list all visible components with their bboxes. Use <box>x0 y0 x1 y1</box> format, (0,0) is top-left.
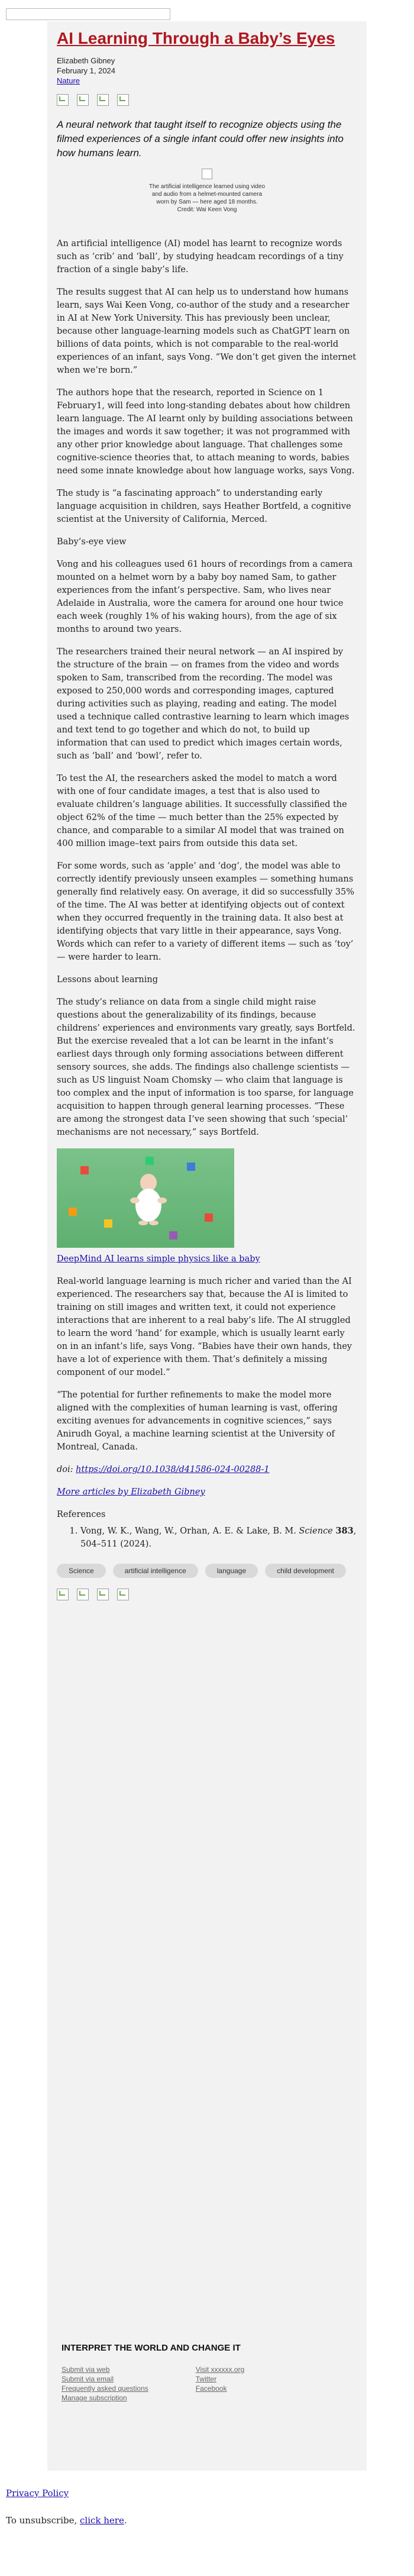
more-articles-link[interactable]: More articles by Elizabeth Gibney <box>57 1487 205 1497</box>
submit-email-link[interactable]: Submit via email <box>62 2375 114 2383</box>
article-meta <box>57 56 357 86</box>
paragraph: Vong and his colleagues used 61 hours of recordings from a camera mounted on a helmet worn by a baby boy named Sam, to gather experiences from the infant’s perspective. Sam, who lives near Adelaide in Australia, wore the camera for around one hour twice each week (roughly 1% of his waking hours), from the age of six months to around two years. <box>57 560 353 634</box>
references-list <box>57 1525 357 1551</box>
unsubscribe-link[interactable]: click here <box>80 2515 124 2526</box>
unsubscribe-line: To unsubscribe, click here. <box>6 2515 127 2526</box>
facebook-link[interactable]: Facebook <box>195 2384 227 2393</box>
toy-block <box>69 1208 77 1216</box>
privacy-policy-link[interactable]: Privacy Policy <box>6 2488 69 2498</box>
paragraph: The study’s reliance on data from a single child might raise questions about the generalizability of its findings, because childrens’ experiences and environments vary greatly, says Bortfeld. But the exercise revealed that a lot can be learnt in the infant’s earliest days through only forming associations between different sensory sources, she adds. The findings also challenge scientists — such as US linguist Noam Chomsky — who claim that language is too complex and the input of information is too sparse, for language acquisition to happen through general learning processes. “These are among the strongest data I’ve seen showing that such ‘special’ mechanisms are not necessary,” says Bortfeld. <box>57 998 355 1137</box>
share-email-icon[interactable] <box>97 94 109 106</box>
doi-label: doi: <box>57 1465 73 1474</box>
share-facebook-icon[interactable] <box>57 1589 69 1600</box>
journal-link[interactable]: Nature <box>57 76 80 85</box>
related-article-photo[interactable] <box>57 1148 234 1248</box>
share-facebook-icon[interactable] <box>57 94 69 106</box>
article-card <box>47 21 367 2471</box>
toy-block <box>104 1219 112 1228</box>
article-body <box>57 237 357 1600</box>
footer-left-links <box>62 2365 148 2403</box>
share-linkedin-icon[interactable] <box>117 94 129 106</box>
share-twitter-icon[interactable] <box>77 1589 89 1600</box>
footer-title: INTERPRET THE WORLD AND CHANGE IT <box>62 2343 241 2353</box>
paragraph: Real-world language learning is much richer and varied than the AI experienced. The researchers say that, because the AI is limited to training on still images and written text, it could not experience interactions that are inherent to a real baby’s life. The AI struggled to learn the word ‘hand’ for example, which is usually learnt early on in an infant’s life, says Vong. “Babies have their own hands, they have a lot of experience with them. That’s definitely a missing component of our model.” <box>57 1277 352 1377</box>
standfirst: A neural network that taught itself to recognize objects using the filmed experiences of a single infant could offer new insights into how humans learn. <box>57 119 344 159</box>
visit-site-link[interactable]: Visit xxxxxx.org <box>195 2365 245 2374</box>
references <box>57 1508 357 1551</box>
twitter-link[interactable]: Twitter <box>195 2375 217 2383</box>
bottom-links <box>6 2487 127 2526</box>
toy-block <box>169 1231 177 1239</box>
related-article-link[interactable]: DeepMind AI learns simple physics like a baby <box>57 1254 260 1264</box>
paragraph: An artificial intelligence (AI) model has learnt to recognize words such as ‘crib’ and ‘ball’, by studying headcam recordings of a tiny fraction of a single baby’s life. <box>57 239 344 275</box>
footer <box>47 2341 367 2471</box>
toy-block <box>205 1213 213 1222</box>
subhead: Lessons about learning <box>57 975 159 984</box>
references-title: References <box>57 1510 106 1519</box>
publish-date: February 1, 2024 <box>57 66 116 75</box>
tag-artificial-intelligence[interactable]: artificial intelligence <box>113 1564 198 1578</box>
author-name: Elizabeth Gibney <box>57 56 115 65</box>
submit-web-link[interactable]: Submit via web <box>62 2365 110 2374</box>
baby-illustration <box>128 1172 169 1225</box>
tag-science[interactable]: Science <box>57 1564 106 1578</box>
hero-image-icon <box>202 169 212 179</box>
paragraph: “The potential for further refinements to make the model more aligned with the complexities of human learning is vast, offering exciting avenues for advancements in cognitive sciences,” says Anirudh Goyal, a machine learning scientist at the University of Montreal, Canada. <box>57 1390 338 1452</box>
toy-block <box>187 1163 195 1171</box>
share-linkedin-icon[interactable] <box>117 1589 129 1600</box>
share-twitter-icon[interactable] <box>77 94 89 106</box>
article-title[interactable]: AI Learning Through a Baby’s Eyes <box>57 29 335 47</box>
doi-link[interactable]: https://doi.org/10.1038/d41586-024-00288-1 <box>76 1465 270 1474</box>
subhead: Baby’s-eye view <box>57 537 127 547</box>
paragraph: To test the AI, the researchers asked the model to match a word with one of four candidate images, a test that is also used to evaluate children’s language abilities. It successfully classified the object 62% of the time — much better than the 25% expected by chance, and comparable to a similar AI model that was trained on 400 million image–text pairs from outside this data set. <box>57 774 347 848</box>
paragraph: The study is “a fascinating approach” to understanding early language acquisition in children, says Heather Bortfeld, a cognitive scientist at the University of California, Merced. <box>57 489 351 524</box>
share-icons-bottom <box>57 1589 357 1600</box>
doi-line <box>57 1463 357 1476</box>
reference-item: 1. Vong, W. K., Wang, W., Orhan, A. E. & Lake, B. M. Science 383, 504–511 (2024). <box>80 1525 357 1551</box>
share-icons <box>57 94 357 106</box>
newsletter-logo <box>6 8 170 20</box>
tag-list <box>57 1564 357 1578</box>
paragraph: The results suggest that AI can help us to understand how humans learn, says Wai Keen Vong, co-author of the study and a researcher in AI at New York University. This has previously been unclear, because other language-learning models such as ChatGPT learn on billions of data points, which is not comparable to the real-world experiences of an infant, says Vong. “We don’t get given the internet when we’re born.” <box>57 288 357 375</box>
manage-subscription-link[interactable]: Manage subscription <box>62 2394 127 2402</box>
toy-block <box>145 1157 154 1165</box>
share-email-icon[interactable] <box>97 1589 109 1600</box>
paragraph: The researchers trained their neural network — an AI inspired by the structure of the brain — on frames from the video and words spoken to Sam, transcribed from the recording. The model was exposed to 250,000 words and corresponding images, captured during activities such as playing, reading and eating. The model used a technique called contrastive learning to learn which images and text tend to go together and which do not, to build up information that can used to predict which images certain words, such as ‘ball’ and ‘bowl’, refer to. <box>57 647 350 761</box>
faq-link[interactable]: Frequently asked questions <box>62 2384 148 2393</box>
paragraph: For some words, such as ‘apple’ and ‘dog’, the model was able to correctly identify previously unseen examples — something humans generally find relatively easy. On average, it did so successfully 35% of the time. The AI was better at identifying objects out of context when they occurred frequently in the training data. It also best at identifying objects that vary little in their appearance, says Vong. Words which can refer to a variety of different items — such as ‘toy’ — were harder to learn. <box>57 861 355 962</box>
tag-language[interactable]: language <box>205 1564 258 1578</box>
toy-block <box>80 1166 89 1174</box>
image-caption: The artificial intelligence learned using video and audio from a helmet-mounted camera worn by Sam — here aged 18 months. Credit: Wai Keen Vong <box>148 183 266 213</box>
tag-child-development[interactable]: child development <box>265 1564 346 1578</box>
footer-right-links <box>196 2365 244 2403</box>
paragraph: The authors hope that the research, reported in Science on 1 February1, will feed into long-standing debates about how children learn language. The AI learnt only by building associations between the images and words it saw together; it was not programmed with any other prior knowledge about language. That challenges some cognitive-science theories that, to attach meaning to words, babies need some innate knowledge about how language works, says Vong. <box>57 388 355 476</box>
